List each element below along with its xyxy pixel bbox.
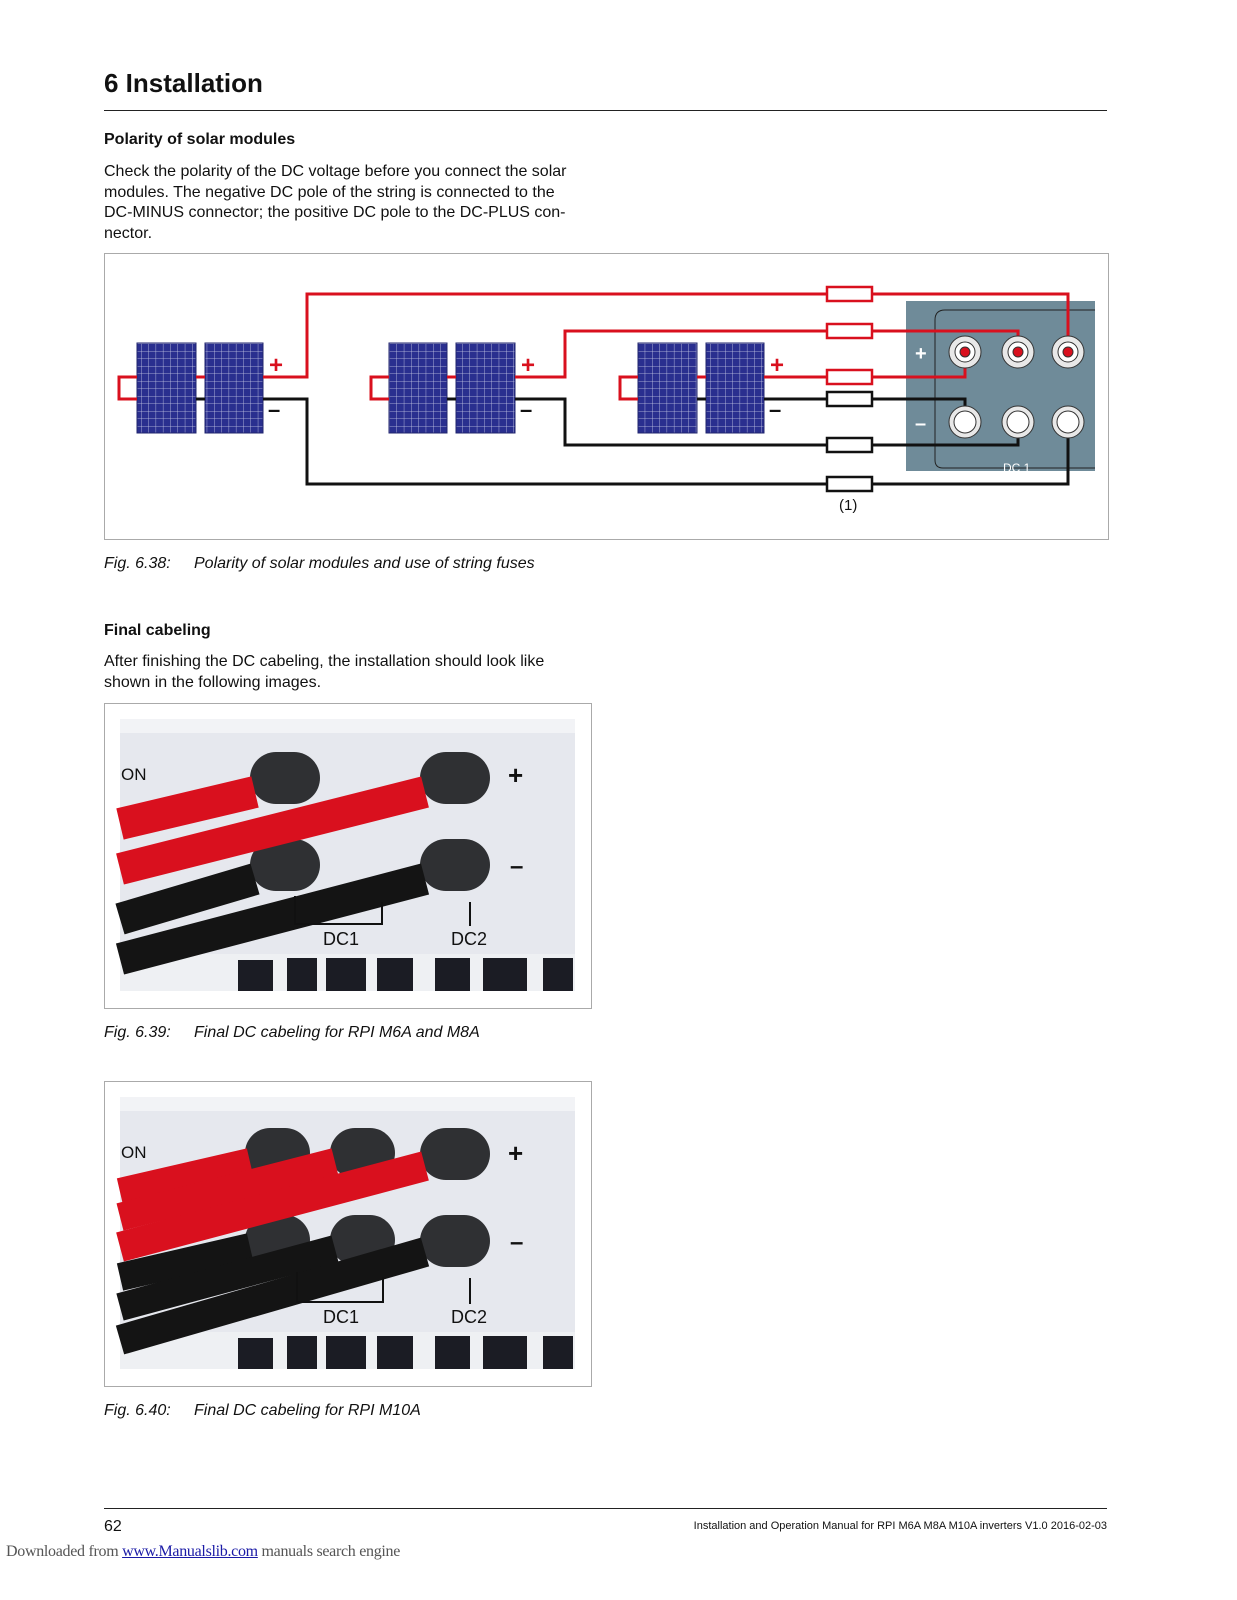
footer-rule: [104, 1508, 1107, 1509]
minus-sign-3: –: [769, 397, 782, 422]
solar-module-string-3: [620, 343, 764, 433]
figure-photo-m10a: [104, 1081, 592, 1387]
caption-text: Final DC cabeling for RPI M6A and M8A: [194, 1024, 480, 1041]
figure-polarity-diagram: [104, 253, 1109, 540]
cabeling-photo-svg: [105, 704, 591, 1008]
fuse-callout: (1): [839, 497, 858, 514]
photo-dc1-label: DC1: [323, 1307, 360, 1327]
photo-dc2-label: DC2: [451, 929, 488, 949]
paragraph-line: shown in the following images.: [104, 673, 322, 691]
figure-caption-6-39: [104, 1024, 480, 1042]
caption-text: Polarity of solar modules and use of string fuses: [194, 555, 535, 572]
photo-minus-label: –: [510, 853, 524, 880]
figure-caption-6-40: [104, 1402, 421, 1420]
download-prefix: Downloaded from: [6, 1543, 123, 1560]
caption-number: Fig. 6.38:: [104, 555, 171, 572]
download-notice: [6, 1543, 400, 1561]
section-heading-polarity: Polarity of solar modules: [104, 131, 296, 148]
paragraph-line: DC-MINUS connector; the positive DC pole to the DC-PLUS con-: [104, 204, 566, 221]
photo-plus-label: +: [508, 760, 524, 790]
paragraph-line: nector.: [104, 224, 153, 242]
photo-minus-label: –: [510, 1229, 524, 1256]
figure-caption-6-38: [104, 555, 535, 573]
photo-plus-label: +: [508, 1138, 524, 1168]
download-suffix: manuals search engine: [257, 1543, 401, 1560]
solar-module-string-1: [119, 343, 263, 433]
caption-number: Fig. 6.39:: [104, 1024, 171, 1041]
page-number: 62: [104, 1518, 122, 1535]
panel-dc1-label: DC 1: [1003, 461, 1031, 475]
footer-document-title: Installation and Operation Manual for RPI M6A M8A M10A inverters V1.0 2016-02-03: [693, 1520, 1107, 1532]
photo-dc1-label: DC1: [323, 929, 360, 949]
paragraph-line: Check the polarity of the DC voltage before you connect the solar: [104, 163, 567, 180]
panel-plus-label: +: [915, 343, 927, 365]
plus-sign-1: +: [269, 352, 284, 379]
paragraph-line: modules. The negative DC pole of the string is connected to the: [104, 183, 555, 201]
photo-side-text: ON: [121, 1143, 147, 1162]
header-rule: [104, 110, 1107, 111]
page-title: 6 Installation: [104, 68, 263, 98]
paragraph-line: After finishing the DC cabeling, the installation should look like: [104, 653, 545, 670]
plus-sign-3: +: [770, 352, 785, 379]
polarity-paragraph: [104, 162, 594, 244]
cabeling-photo-svg: [105, 1082, 591, 1386]
figure-photo-m6a-m8a: [104, 703, 592, 1009]
minus-sign-2: –: [520, 397, 533, 422]
minus-sign-1: –: [268, 397, 281, 422]
polarity-diagram-svg: [105, 254, 1108, 539]
final-cabeling-paragraph: [104, 652, 594, 693]
caption-text: Final DC cabeling for RPI M10A: [194, 1402, 421, 1419]
section-heading-final-cabeling: Final cabeling: [104, 622, 211, 639]
caption-number: Fig. 6.40:: [104, 1402, 171, 1419]
solar-module-string-2: [371, 343, 515, 433]
photo-dc2-label: DC2: [451, 1307, 488, 1327]
string-fuses: [827, 287, 872, 491]
photo-side-text: ON: [121, 765, 147, 784]
plus-sign-2: +: [521, 352, 536, 379]
panel-minus-label: –: [915, 413, 927, 435]
manualslib-link[interactable]: www.Manualslib.com: [122, 1543, 258, 1560]
